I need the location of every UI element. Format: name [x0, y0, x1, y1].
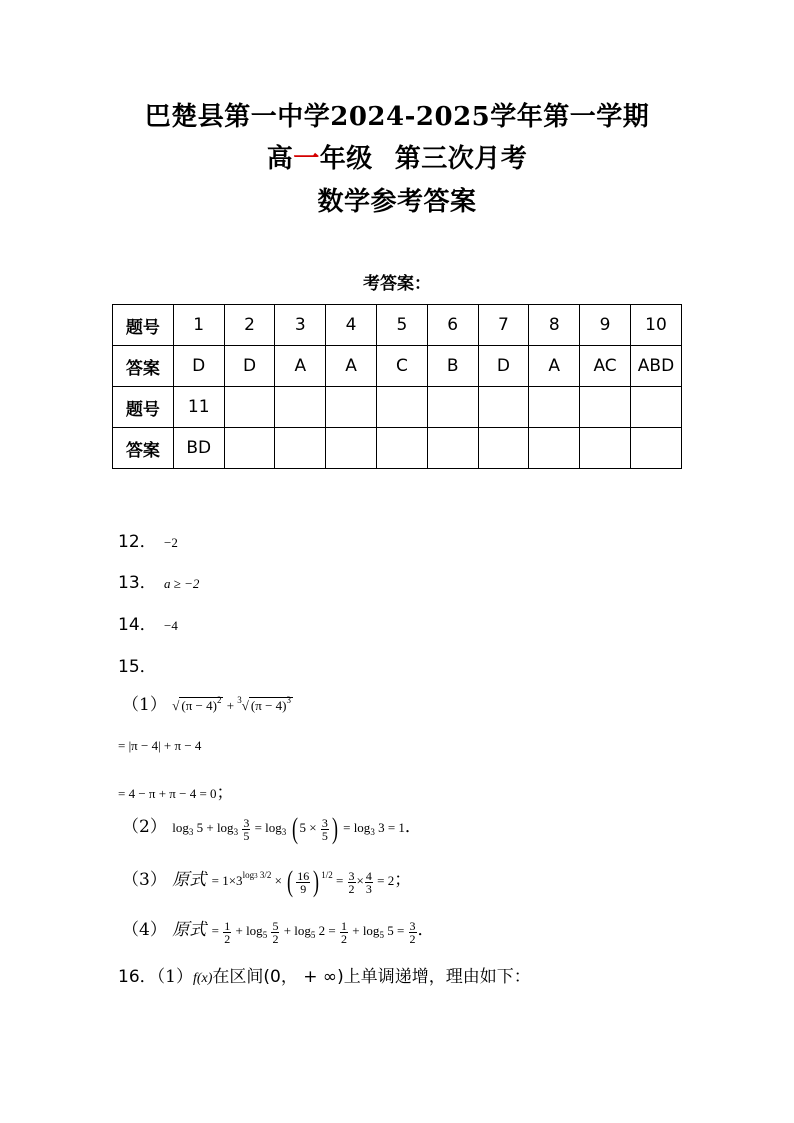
table-cell: C [376, 346, 427, 387]
question-number: 14． [118, 615, 157, 635]
q15-part-3 [122, 865, 411, 897]
answer-value: a ≥ −2 [164, 576, 200, 591]
table-cell [427, 428, 478, 469]
question-16 [118, 962, 531, 987]
q15-part-2 [122, 812, 422, 844]
table-cell: 6 [427, 305, 478, 346]
answer-value: −4 [164, 618, 178, 633]
punctuation: ； [216, 783, 234, 803]
table-cell: 2 [224, 305, 275, 346]
table-cell [326, 428, 377, 469]
punctuation: ； [394, 870, 412, 890]
table-cell [224, 428, 275, 469]
punctuation: ． [417, 920, 435, 940]
punctuation: ． [404, 817, 422, 837]
table-cell: B [427, 346, 478, 387]
table-cell: A [529, 346, 580, 387]
q15-part-3-expression: = $1\times 3^{log3 3/2}$ × ( $\frac{16}{9}$ ) $^{1/2}$ = $\frac{3}{2}$ × $\frac{4}{3}$ = 2 [211, 865, 395, 899]
table-cell: AC [580, 346, 631, 387]
table-cell: A [275, 346, 326, 387]
answer-table [112, 304, 682, 469]
table-cell [275, 387, 326, 428]
table-cell: D [173, 346, 224, 387]
q15-part-2-expression: $\log_3 5 + \log_3$ $\frac{3}{5}$ = $\log_3$ ( 5 × $\frac{3}{5}$ ) = $\log_3 3 = 1$ [172, 812, 405, 846]
table-cell [580, 428, 631, 469]
table-cell: 10 [630, 305, 681, 346]
q15-part-4 [122, 915, 435, 945]
table-cell [478, 428, 529, 469]
q16-text-b: 上单调递增，理由如下： [343, 967, 531, 987]
part-text: 原式 [172, 920, 207, 940]
table-cell [630, 428, 681, 469]
table-cell: 3 [275, 305, 326, 346]
table-cell [376, 428, 427, 469]
table-cell: ABD [630, 346, 681, 387]
exam-name: 第三次月考 [394, 144, 528, 174]
part-label: （2） [122, 817, 167, 837]
question-15-number: 15． [118, 657, 157, 677]
table-cell [580, 387, 631, 428]
table-row [113, 305, 682, 346]
part-label: （4） [122, 920, 167, 940]
answer-value: −2 [164, 535, 178, 550]
table-cell [326, 387, 377, 428]
table-cell: 11 [173, 387, 224, 428]
q15-part-4-expression: = $\frac{1}{2}$ + $\log_5$ $\frac{5}{2}$ + $\log_5 2$ = $\frac{1}{2}$ + $\log_5 5$ = $\frac{3}{2}$ [211, 918, 416, 946]
title-line-3: 数学参考答案 [317, 187, 477, 217]
title-line-2 [0, 141, 794, 177]
table-cell: 4 [326, 305, 377, 346]
table-cell: 7 [478, 305, 529, 346]
answer-14 [118, 610, 178, 635]
answer-13 [118, 568, 199, 593]
part-label: （1） [156, 967, 193, 987]
table-cell [376, 387, 427, 428]
table-cell: 9 [580, 305, 631, 346]
q15-part-1-expression: √ $(\pi - 4)^2 + ^3√$ $(\pi - 4)^3$ [172, 695, 291, 713]
table-cell [427, 387, 478, 428]
step-expression: = 4 − π + π − 4 = 0 [118, 786, 217, 801]
table-cell: D [224, 346, 275, 387]
question-number: 12． [118, 532, 157, 552]
answer-12 [118, 527, 178, 552]
table-cell [224, 387, 275, 428]
q15-part-1 [122, 690, 293, 715]
row-header-answer: 答案 [113, 346, 174, 387]
interval: (0， + ∞) [263, 967, 344, 987]
table-cell: 8 [529, 305, 580, 346]
table-cell [275, 428, 326, 469]
table-cell [478, 387, 529, 428]
grade-suffix: 年级 [319, 144, 373, 174]
title-line-1: 巴楚县第一中学2024-2025学年第一学期 [144, 102, 650, 132]
part-label: （1） [122, 695, 167, 715]
q15-part-1-step-2: = |π − 4| + π − 4 [118, 738, 202, 753]
table-cell [529, 428, 580, 469]
q16-text-a: 在区间 [212, 967, 264, 987]
table-cell: 5 [376, 305, 427, 346]
row-header-question: 题号 [113, 305, 174, 346]
part-label: （3） [122, 870, 167, 890]
q15-part-1-step-3 [118, 778, 234, 803]
table-caption: 考答案： [363, 274, 431, 294]
table-cell: D [478, 346, 529, 387]
table-row [113, 346, 682, 387]
table-row [113, 387, 682, 428]
function-symbol: f(x) [192, 971, 213, 986]
row-header-answer: 答案 [113, 428, 174, 469]
question-number: 13． [118, 573, 157, 593]
table-cell: 1 [173, 305, 224, 346]
grade-prefix: 高 [266, 144, 294, 174]
table-cell [630, 387, 681, 428]
table-cell: A [326, 346, 377, 387]
table-cell: BD [173, 428, 224, 469]
part-text: 原式 [172, 870, 207, 890]
row-header-question: 题号 [113, 387, 174, 428]
table-row [113, 428, 682, 469]
grade-number: 一 [293, 144, 320, 174]
question-number: 16． [118, 967, 157, 987]
table-cell [529, 387, 580, 428]
